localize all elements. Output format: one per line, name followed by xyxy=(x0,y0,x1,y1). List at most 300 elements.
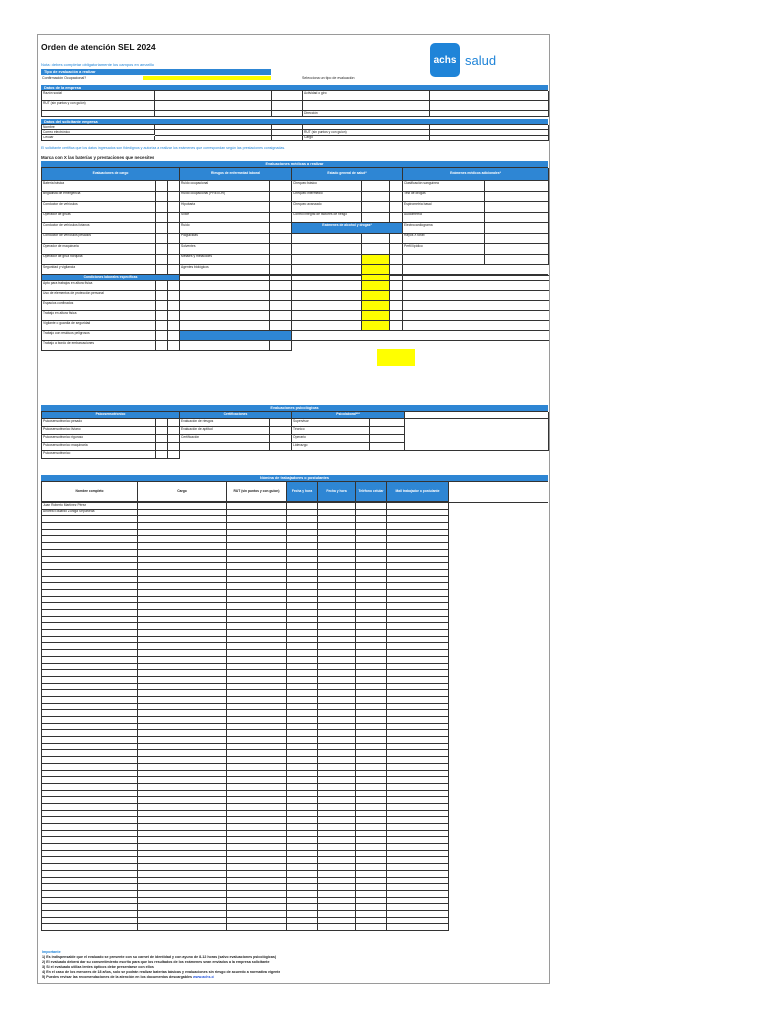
nomina-cell[interactable] xyxy=(287,864,318,871)
nomina-cell[interactable] xyxy=(42,543,138,550)
nomina-cell[interactable] xyxy=(387,657,449,664)
nomina-cell[interactable] xyxy=(318,811,356,818)
nomina-cell[interactable] xyxy=(42,657,138,664)
nomina-cell[interactable] xyxy=(227,898,287,905)
nomina-cell[interactable] xyxy=(387,643,449,650)
nomina-cell[interactable] xyxy=(356,630,387,637)
nomina-cell[interactable] xyxy=(138,757,227,764)
nomina-cell[interactable] xyxy=(318,610,356,617)
nomina-cell[interactable] xyxy=(227,777,287,784)
nomina-cell[interactable] xyxy=(387,577,449,584)
nomina-cell[interactable] xyxy=(356,757,387,764)
nomina-cell[interactable] xyxy=(387,784,449,791)
nomina-name-cell[interactable]: Andrea Eduardo Zúñiga Sepúlveda xyxy=(42,510,138,517)
nomina-cell[interactable] xyxy=(287,724,318,731)
nomina-cell[interactable] xyxy=(287,657,318,664)
nomina-cell[interactable] xyxy=(356,677,387,684)
nomina-cell[interactable] xyxy=(138,730,227,737)
nomina-cell[interactable] xyxy=(287,797,318,804)
checkbox[interactable] xyxy=(270,192,292,203)
nomina-cell[interactable] xyxy=(42,603,138,610)
checkbox[interactable] xyxy=(485,244,549,255)
alcohol-checkbox[interactable] xyxy=(362,291,390,301)
checkbox[interactable] xyxy=(156,281,168,291)
nomina-cell[interactable] xyxy=(387,857,449,864)
nomina-cell[interactable] xyxy=(318,804,356,811)
nomina-cell[interactable] xyxy=(356,510,387,517)
nomina-cell[interactable] xyxy=(227,844,287,851)
nomina-cell[interactable] xyxy=(318,550,356,557)
nomina-cell[interactable] xyxy=(287,804,318,811)
nomina-cell[interactable] xyxy=(227,664,287,671)
solicitante-input[interactable] xyxy=(155,136,272,142)
nomina-cell[interactable] xyxy=(318,577,356,584)
nomina-cell[interactable] xyxy=(387,918,449,925)
nomina-cell[interactable] xyxy=(138,617,227,624)
nomina-cell[interactable] xyxy=(356,784,387,791)
checkbox[interactable] xyxy=(156,435,168,443)
nomina-cell[interactable] xyxy=(287,516,318,523)
nomina-cell[interactable] xyxy=(387,710,449,717)
nomina-cell[interactable] xyxy=(227,891,287,898)
nomina-cell[interactable] xyxy=(387,704,449,711)
nomina-cell[interactable] xyxy=(387,831,449,838)
nomina-cell[interactable] xyxy=(387,557,449,564)
empresa-input[interactable] xyxy=(430,111,549,117)
nomina-cell[interactable] xyxy=(138,750,227,757)
checkbox[interactable] xyxy=(270,341,292,351)
nomina-cell[interactable] xyxy=(356,864,387,871)
nomina-cell[interactable] xyxy=(356,824,387,831)
nomina-cell[interactable] xyxy=(318,864,356,871)
nomina-cell[interactable] xyxy=(287,844,318,851)
nomina-cell[interactable] xyxy=(138,898,227,905)
checkbox[interactable] xyxy=(156,419,168,427)
nomina-cell[interactable] xyxy=(227,918,287,925)
checkbox[interactable] xyxy=(156,244,168,255)
nomina-cell[interactable] xyxy=(318,543,356,550)
nomina-cell[interactable] xyxy=(387,878,449,885)
nomina-cell[interactable] xyxy=(42,737,138,744)
checkbox[interactable] xyxy=(156,427,168,435)
nomina-cell[interactable] xyxy=(227,623,287,630)
nomina-cell[interactable] xyxy=(387,871,449,878)
checkbox[interactable] xyxy=(485,213,549,224)
nomina-cell[interactable] xyxy=(356,904,387,911)
nomina-cell[interactable] xyxy=(227,690,287,697)
nomina-cell[interactable] xyxy=(138,550,227,557)
nomina-cell[interactable] xyxy=(287,684,318,691)
nomina-cell[interactable] xyxy=(42,630,138,637)
nomina-cell[interactable] xyxy=(138,536,227,543)
nomina-cell[interactable] xyxy=(42,530,138,537)
nomina-cell[interactable] xyxy=(387,717,449,724)
nomina-cell[interactable] xyxy=(387,891,449,898)
nomina-cell[interactable] xyxy=(138,677,227,684)
nomina-cell[interactable] xyxy=(318,690,356,697)
empresa-input[interactable] xyxy=(430,91,549,101)
checkbox[interactable] xyxy=(270,213,292,224)
nomina-cell[interactable] xyxy=(356,791,387,798)
nomina-cell[interactable] xyxy=(138,637,227,644)
nomina-cell[interactable] xyxy=(227,904,287,911)
nomina-cell[interactable] xyxy=(356,557,387,564)
nomina-cell[interactable] xyxy=(138,824,227,831)
nomina-cell[interactable] xyxy=(287,811,318,818)
checkbox[interactable] xyxy=(270,291,292,301)
nomina-cell[interactable] xyxy=(42,717,138,724)
nomina-cell[interactable] xyxy=(318,603,356,610)
nomina-cell[interactable] xyxy=(387,817,449,824)
nomina-cell[interactable] xyxy=(138,797,227,804)
checkbox[interactable] xyxy=(485,192,549,203)
checkbox[interactable] xyxy=(485,223,549,234)
nomina-cell[interactable] xyxy=(287,884,318,891)
nomina-cell[interactable] xyxy=(318,784,356,791)
empresa-input[interactable] xyxy=(155,101,272,111)
nomina-cell[interactable] xyxy=(387,677,449,684)
nomina-cell[interactable] xyxy=(387,690,449,697)
nomina-cell[interactable] xyxy=(318,844,356,851)
nomina-cell[interactable] xyxy=(387,744,449,751)
nomina-cell[interactable] xyxy=(227,637,287,644)
nomina-cell[interactable] xyxy=(138,864,227,871)
nomina-cell[interactable] xyxy=(387,764,449,771)
checkbox[interactable] xyxy=(362,234,390,245)
nomina-cell[interactable] xyxy=(318,536,356,543)
nomina-cell[interactable] xyxy=(42,851,138,858)
nomina-cell[interactable] xyxy=(356,690,387,697)
nomina-cell[interactable] xyxy=(42,590,138,597)
nomina-cell[interactable] xyxy=(42,557,138,564)
nomina-cell[interactable] xyxy=(287,824,318,831)
nomina-cell[interactable] xyxy=(318,557,356,564)
nomina-cell[interactable] xyxy=(227,864,287,871)
nomina-cell[interactable] xyxy=(42,643,138,650)
nomina-cell[interactable] xyxy=(42,911,138,918)
nomina-cell[interactable] xyxy=(227,603,287,610)
nomina-cell[interactable] xyxy=(138,570,227,577)
nomina-cell[interactable] xyxy=(387,503,449,510)
nomina-cell[interactable] xyxy=(138,523,227,530)
nomina-cell[interactable] xyxy=(287,570,318,577)
checkbox[interactable] xyxy=(362,213,390,224)
alcohol-checkbox[interactable] xyxy=(362,255,390,266)
nomina-cell[interactable] xyxy=(138,603,227,610)
nomina-cell[interactable] xyxy=(387,617,449,624)
nomina-cell[interactable] xyxy=(387,530,449,537)
nomina-cell[interactable] xyxy=(227,684,287,691)
nomina-cell[interactable] xyxy=(287,583,318,590)
nomina-cell[interactable] xyxy=(42,878,138,885)
nomina-cell[interactable] xyxy=(42,610,138,617)
nomina-cell[interactable] xyxy=(227,710,287,717)
nomina-cell[interactable] xyxy=(227,510,287,517)
checkbox[interactable] xyxy=(270,281,292,291)
nomina-cell[interactable] xyxy=(227,857,287,864)
nomina-cell[interactable] xyxy=(287,764,318,771)
nomina-cell[interactable] xyxy=(356,550,387,557)
nomina-cell[interactable] xyxy=(287,878,318,885)
nomina-cell[interactable] xyxy=(227,871,287,878)
nomina-cell[interactable] xyxy=(318,530,356,537)
nomina-cell[interactable] xyxy=(42,791,138,798)
nomina-cell[interactable] xyxy=(287,710,318,717)
nomina-cell[interactable] xyxy=(42,744,138,751)
nomina-cell[interactable] xyxy=(138,837,227,844)
nomina-cell[interactable] xyxy=(287,918,318,925)
nomina-cell[interactable] xyxy=(287,617,318,624)
nomina-cell[interactable] xyxy=(318,851,356,858)
nomina-cell[interactable] xyxy=(356,857,387,864)
nomina-cell[interactable] xyxy=(227,744,287,751)
nomina-cell[interactable] xyxy=(356,657,387,664)
nomina-cell[interactable] xyxy=(287,837,318,844)
nomina-cell[interactable] xyxy=(42,797,138,804)
nomina-cell[interactable] xyxy=(287,563,318,570)
nomina-cell[interactable] xyxy=(138,911,227,918)
nomina-cell[interactable] xyxy=(227,650,287,657)
nomina-cell[interactable] xyxy=(287,784,318,791)
nomina-cell[interactable] xyxy=(42,924,138,931)
nomina-cell[interactable] xyxy=(318,797,356,804)
nomina-cell[interactable] xyxy=(227,817,287,824)
nomina-cell[interactable] xyxy=(356,670,387,677)
nomina-cell[interactable] xyxy=(387,637,449,644)
nomina-cell[interactable] xyxy=(318,563,356,570)
nomina-cell[interactable] xyxy=(318,684,356,691)
nomina-cell[interactable] xyxy=(318,871,356,878)
nomina-cell[interactable] xyxy=(227,677,287,684)
nomina-cell[interactable] xyxy=(387,898,449,905)
nomina-cell[interactable] xyxy=(42,523,138,530)
nomina-cell[interactable] xyxy=(356,637,387,644)
checkbox[interactable] xyxy=(270,443,292,451)
nomina-cell[interactable] xyxy=(138,597,227,604)
nomina-cell[interactable] xyxy=(356,536,387,543)
nomina-cell[interactable] xyxy=(227,824,287,831)
nomina-cell[interactable] xyxy=(138,771,227,778)
nomina-cell[interactable] xyxy=(356,764,387,771)
nomina-cell[interactable] xyxy=(387,804,449,811)
nomina-cell[interactable] xyxy=(42,697,138,704)
nomina-name-cell[interactable]: Juan Roberto Martínez Pérez xyxy=(42,503,138,510)
nomina-cell[interactable] xyxy=(138,704,227,711)
nomina-cell[interactable] xyxy=(138,717,227,724)
nomina-cell[interactable] xyxy=(318,777,356,784)
nomina-cell[interactable] xyxy=(318,824,356,831)
nomina-cell[interactable] xyxy=(42,724,138,731)
nomina-cell[interactable] xyxy=(287,550,318,557)
nomina-cell[interactable] xyxy=(356,724,387,731)
nomina-cell[interactable] xyxy=(287,510,318,517)
nomina-cell[interactable] xyxy=(387,590,449,597)
nomina-cell[interactable] xyxy=(227,536,287,543)
nomina-cell[interactable] xyxy=(42,764,138,771)
nomina-cell[interactable] xyxy=(356,817,387,824)
nomina-cell[interactable] xyxy=(356,523,387,530)
nomina-cell[interactable] xyxy=(318,904,356,911)
nomina-cell[interactable] xyxy=(356,871,387,878)
nomina-cell[interactable] xyxy=(42,864,138,871)
nomina-cell[interactable] xyxy=(318,737,356,744)
nomina-cell[interactable] xyxy=(42,857,138,864)
nomina-cell[interactable] xyxy=(227,797,287,804)
nomina-cell[interactable] xyxy=(287,503,318,510)
nomina-cell[interactable] xyxy=(287,730,318,737)
checkbox[interactable] xyxy=(362,244,390,255)
checkbox[interactable] xyxy=(270,321,292,331)
nomina-cell[interactable] xyxy=(287,597,318,604)
nomina-cell[interactable] xyxy=(42,771,138,778)
nomina-cell[interactable] xyxy=(138,563,227,570)
nomina-cell[interactable] xyxy=(356,603,387,610)
nomina-cell[interactable] xyxy=(387,670,449,677)
nomina-cell[interactable] xyxy=(356,704,387,711)
nomina-cell[interactable] xyxy=(42,757,138,764)
checkbox[interactable] xyxy=(270,301,292,311)
nomina-cell[interactable] xyxy=(42,516,138,523)
nomina-cell[interactable] xyxy=(42,550,138,557)
checkbox[interactable] xyxy=(485,255,549,266)
nomina-cell[interactable] xyxy=(287,623,318,630)
nomina-cell[interactable] xyxy=(42,891,138,898)
checkbox[interactable] xyxy=(270,419,292,427)
nomina-cell[interactable] xyxy=(138,510,227,517)
nomina-cell[interactable] xyxy=(356,811,387,818)
checkbox[interactable] xyxy=(270,223,292,234)
checkbox[interactable] xyxy=(156,192,168,203)
nomina-cell[interactable] xyxy=(387,864,449,871)
nomina-cell[interactable] xyxy=(318,837,356,844)
nomina-cell[interactable] xyxy=(287,590,318,597)
checkbox[interactable] xyxy=(270,427,292,435)
alcohol-checkbox[interactable] xyxy=(362,321,390,331)
nomina-cell[interactable] xyxy=(318,630,356,637)
checkbox[interactable] xyxy=(370,419,405,427)
nomina-cell[interactable] xyxy=(227,697,287,704)
nomina-cell[interactable] xyxy=(387,771,449,778)
nomina-cell[interactable] xyxy=(387,623,449,630)
nomina-cell[interactable] xyxy=(138,650,227,657)
nomina-cell[interactable] xyxy=(287,831,318,838)
nomina-cell[interactable] xyxy=(227,657,287,664)
nomina-cell[interactable] xyxy=(356,737,387,744)
checkbox[interactable] xyxy=(156,255,168,266)
nomina-cell[interactable] xyxy=(42,577,138,584)
nomina-cell[interactable] xyxy=(356,924,387,931)
nomina-cell[interactable] xyxy=(42,623,138,630)
nomina-cell[interactable] xyxy=(287,557,318,564)
nomina-cell[interactable] xyxy=(287,603,318,610)
checkbox[interactable] xyxy=(156,223,168,234)
nomina-cell[interactable] xyxy=(356,623,387,630)
nomina-cell[interactable] xyxy=(42,583,138,590)
nomina-cell[interactable] xyxy=(42,563,138,570)
nomina-cell[interactable] xyxy=(227,784,287,791)
nomina-cell[interactable] xyxy=(227,617,287,624)
nomina-cell[interactable] xyxy=(138,871,227,878)
nomina-cell[interactable] xyxy=(287,898,318,905)
nomina-cell[interactable] xyxy=(138,577,227,584)
nomina-cell[interactable] xyxy=(227,563,287,570)
nomina-cell[interactable] xyxy=(318,730,356,737)
nomina-cell[interactable] xyxy=(387,597,449,604)
nomina-cell[interactable] xyxy=(356,597,387,604)
nomina-cell[interactable] xyxy=(318,637,356,644)
nomina-cell[interactable] xyxy=(138,811,227,818)
nomina-cell[interactable] xyxy=(356,710,387,717)
nomina-cell[interactable] xyxy=(318,757,356,764)
nomina-cell[interactable] xyxy=(227,597,287,604)
nomina-cell[interactable] xyxy=(138,657,227,664)
nomina-cell[interactable] xyxy=(318,898,356,905)
nomina-cell[interactable] xyxy=(42,904,138,911)
nomina-cell[interactable] xyxy=(42,824,138,831)
nomina-cell[interactable] xyxy=(287,670,318,677)
nomina-cell[interactable] xyxy=(42,804,138,811)
nomina-cell[interactable] xyxy=(356,744,387,751)
nomina-cell[interactable] xyxy=(42,617,138,624)
checkbox[interactable] xyxy=(270,234,292,245)
nomina-cell[interactable] xyxy=(387,570,449,577)
nomina-cell[interactable] xyxy=(138,817,227,824)
nomina-cell[interactable] xyxy=(138,610,227,617)
nomina-cell[interactable] xyxy=(356,563,387,570)
checkbox[interactable] xyxy=(156,331,168,341)
nomina-cell[interactable] xyxy=(138,831,227,838)
nomina-cell[interactable] xyxy=(387,664,449,671)
nomina-cell[interactable] xyxy=(356,697,387,704)
checkbox[interactable] xyxy=(270,311,292,321)
nomina-cell[interactable] xyxy=(42,837,138,844)
nomina-cell[interactable] xyxy=(42,670,138,677)
alcohol-checkbox[interactable] xyxy=(362,301,390,311)
nomina-cell[interactable] xyxy=(287,791,318,798)
nomina-cell[interactable] xyxy=(318,724,356,731)
tipo-evaluacion-input[interactable] xyxy=(143,76,271,80)
nomina-cell[interactable] xyxy=(318,764,356,771)
nomina-cell[interactable] xyxy=(387,543,449,550)
nomina-cell[interactable] xyxy=(227,550,287,557)
alcohol-checkbox[interactable] xyxy=(362,311,390,321)
nomina-cell[interactable] xyxy=(387,791,449,798)
nomina-cell[interactable] xyxy=(387,904,449,911)
nomina-cell[interactable] xyxy=(356,570,387,577)
nomina-cell[interactable] xyxy=(227,704,287,711)
nomina-cell[interactable] xyxy=(387,550,449,557)
nomina-cell[interactable] xyxy=(287,891,318,898)
nomina-cell[interactable] xyxy=(356,577,387,584)
nomina-cell[interactable] xyxy=(287,817,318,824)
nomina-cell[interactable] xyxy=(318,597,356,604)
nomina-cell[interactable] xyxy=(387,824,449,831)
nomina-cell[interactable] xyxy=(356,918,387,925)
nomina-cell[interactable] xyxy=(287,857,318,864)
checkbox[interactable] xyxy=(362,192,390,203)
nomina-cell[interactable] xyxy=(387,844,449,851)
nomina-cell[interactable] xyxy=(318,817,356,824)
nomina-cell[interactable] xyxy=(287,523,318,530)
nomina-cell[interactable] xyxy=(318,831,356,838)
nomina-cell[interactable] xyxy=(356,617,387,624)
nomina-cell[interactable] xyxy=(318,717,356,724)
nomina-cell[interactable] xyxy=(42,811,138,818)
nomina-cell[interactable] xyxy=(138,670,227,677)
nomina-cell[interactable] xyxy=(387,757,449,764)
nomina-cell[interactable] xyxy=(356,891,387,898)
nomina-cell[interactable] xyxy=(287,677,318,684)
